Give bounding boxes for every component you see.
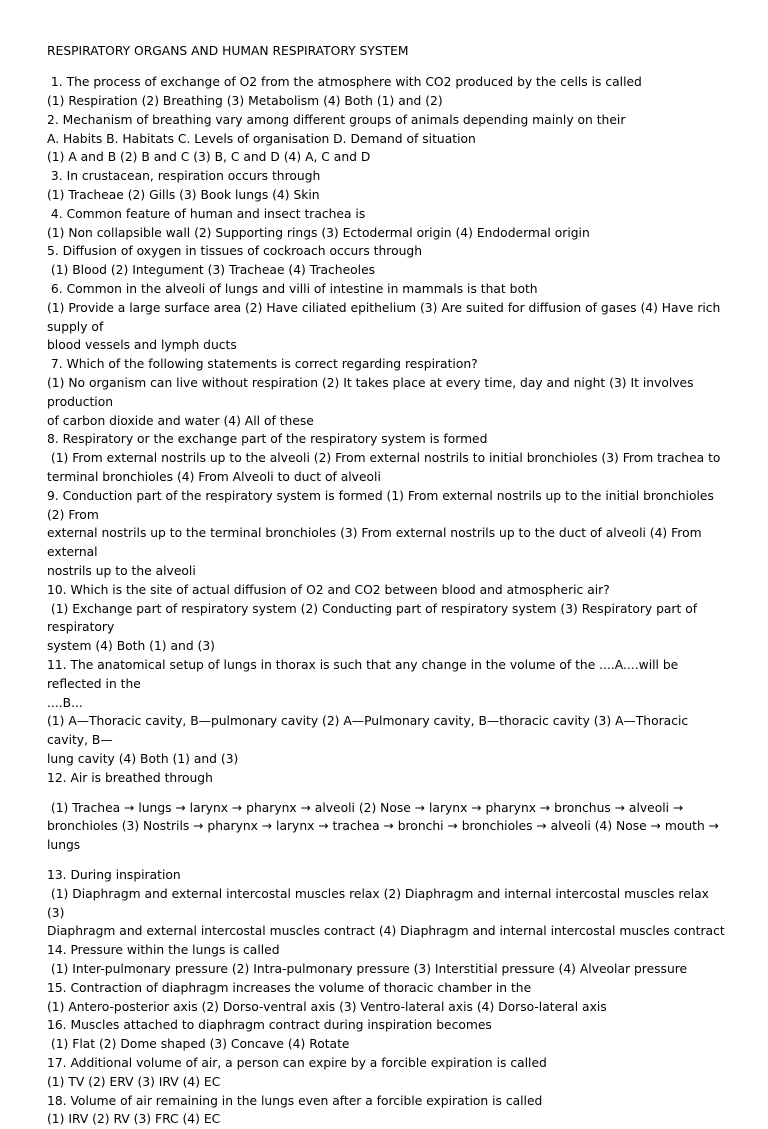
text-line: 3. In crustacean, respiration occurs through — [47, 169, 321, 184]
text-line: (1) Exchange part of respiratory system (2) Conducting part of respiratory system (3) Respiratory part of respiratory — [47, 601, 701, 635]
text-line: (1) Respiration (2) Breathing (3) Metabolism (4) Both (1) and (2) — [47, 94, 443, 109]
text-line: 11. The anatomical setup of lungs in thorax is such that any change in the volume of the ....A....will be reflected in the — [47, 658, 683, 691]
text-line: 6. Common in the alveoli of lungs and villi of intestine in mammals is that both — [47, 282, 538, 297]
text-line: 9. Conduction part of the respiratory system is formed (1) From external nostrils up to the initial bronchioles (2) From — [47, 488, 718, 522]
text-line: 16. Muscles attached to diaphragm contract during inspiration becomes — [47, 1018, 492, 1033]
text-line: ....B... — [47, 695, 83, 710]
text-line: 15. Contraction of diaphragm increases the volume of thoracic chamber in the — [47, 980, 532, 995]
text-line: (1) Inter-pulmonary pressure (2) Intra-pulmonary pressure (3) Interstitial pressure (4) Alveolar pressure — [47, 961, 688, 976]
text-line: 5. Diffusion of oxygen in tissues of cockroach occurs through — [47, 244, 422, 259]
text-line: (1) TV (2) ERV (3) IRV (4) EC — [47, 1074, 221, 1089]
text-line: (1) IRV (2) RV (3) FRC (4) EC — [47, 1112, 221, 1127]
text-line: (1) A and B (2) B and C (3) B, C and D (4) A, C and D — [47, 150, 371, 165]
text-line: (1) Provide a large surface area (2) Have ciliated epithelium (3) Are suited for diffusion of gases (4) Have rich supply of — [47, 300, 725, 334]
text-line: bronchioles (3) Nostrils → pharynx → larynx → trachea → bronchi → bronchioles → alveoli (4) Nose → mouth → — [47, 819, 719, 834]
text-line: (1) No organism can live without respiration (2) It takes place at every time, day and night (3) It involves production — [47, 376, 698, 409]
text-line: (1) Tracheae (2) Gills (3) Book lungs (4) Skin — [47, 188, 320, 203]
text-line: 13. During inspiration — [47, 867, 181, 882]
text-line: of carbon dioxide and water (4) All of these — [47, 413, 314, 428]
text-line: 14. Pressure within the lungs is called — [47, 943, 280, 958]
text-line: lung cavity (4) Both (1) and (3) — [47, 751, 239, 766]
text-line: 10. Which is the site of actual diffusion of O2 and CO2 between blood and atmospheric air? — [47, 582, 610, 597]
text-line: (1) Flat (2) Dome shaped (3) Concave (4) Rotate — [47, 1037, 350, 1052]
document-title: RESPIRATORY ORGANS AND HUMAN RESPIRATORY SYSTEM — [47, 44, 409, 58]
text-line: blood vessels and lymph ducts — [47, 338, 237, 353]
text-line: lungs — [47, 838, 81, 853]
text-line: 1. The process of exchange of O2 from the atmosphere with CO2 produced by the cells is called — [47, 75, 642, 90]
text-line: (1) A—Thoracic cavity, B—pulmonary cavity (2) A—Pulmonary cavity, B—thoracic cavity (3) A—Thoracic cavity, B— — [47, 714, 693, 748]
text-line: nostrils up to the alveoli — [47, 564, 196, 579]
text-line: terminal bronchioles (4) From Alveoli to duct of alveoli — [47, 470, 381, 485]
text-line: (1) Diaphragm and external intercostal muscles relax (2) Diaphragm and internal intercostal muscles relax (3) — [47, 886, 713, 920]
text-line: (1) Antero-posterior axis (2) Dorso-ventral axis (3) Ventro-lateral axis (4) Dorso-lateral axis — [47, 999, 607, 1014]
text-line: system (4) Both (1) and (3) — [47, 639, 215, 654]
text-line: (1) Non collapsible wall (2) Supporting rings (3) Ectodermal origin (4) Endodermal origin — [47, 225, 590, 240]
document-page — [47, 42, 727, 1129]
text-line: 17. Additional volume of air, a person can expire by a forcible expiration is called — [47, 1055, 547, 1070]
text-line: (1) From external nostrils up to the alveoli (2) From external nostrils to initial bronchioles (3) From trachea to — [47, 451, 721, 466]
text-line: 7. Which of the following statements is correct regarding respiration? — [47, 357, 478, 372]
text-line: 2. Mechanism of breathing vary among different groups of animals depending mainly on their — [47, 112, 626, 127]
text-line: 12. Air is breathed through — [47, 770, 213, 785]
text-line: Diaphragm and external intercostal muscles contract (4) Diaphragm and internal intercostal muscles contract — [47, 924, 725, 939]
text-line: A. Habits B. Habitats C. Levels of organisation D. Demand of situation — [47, 131, 476, 146]
text-line: (1) Blood (2) Integument (3) Tracheae (4) Tracheoles — [47, 263, 376, 278]
text-line: external nostrils up to the terminal bronchioles (3) From external nostrils up to the duct of alveoli (4) From external — [47, 526, 706, 560]
text-line: 18. Volume of air remaining in the lungs even after a forcible expiration is called — [47, 1093, 543, 1108]
text-line: (1) Trachea → lungs → larynx → pharynx → alveoli (2) Nose → larynx → pharynx → bronchus → alveoli → — [47, 800, 684, 815]
text-line: 4. Common feature of human and insect trachea is — [47, 206, 366, 221]
text-line: 8. Respiratory or the exchange part of the respiratory system is formed — [47, 432, 488, 447]
